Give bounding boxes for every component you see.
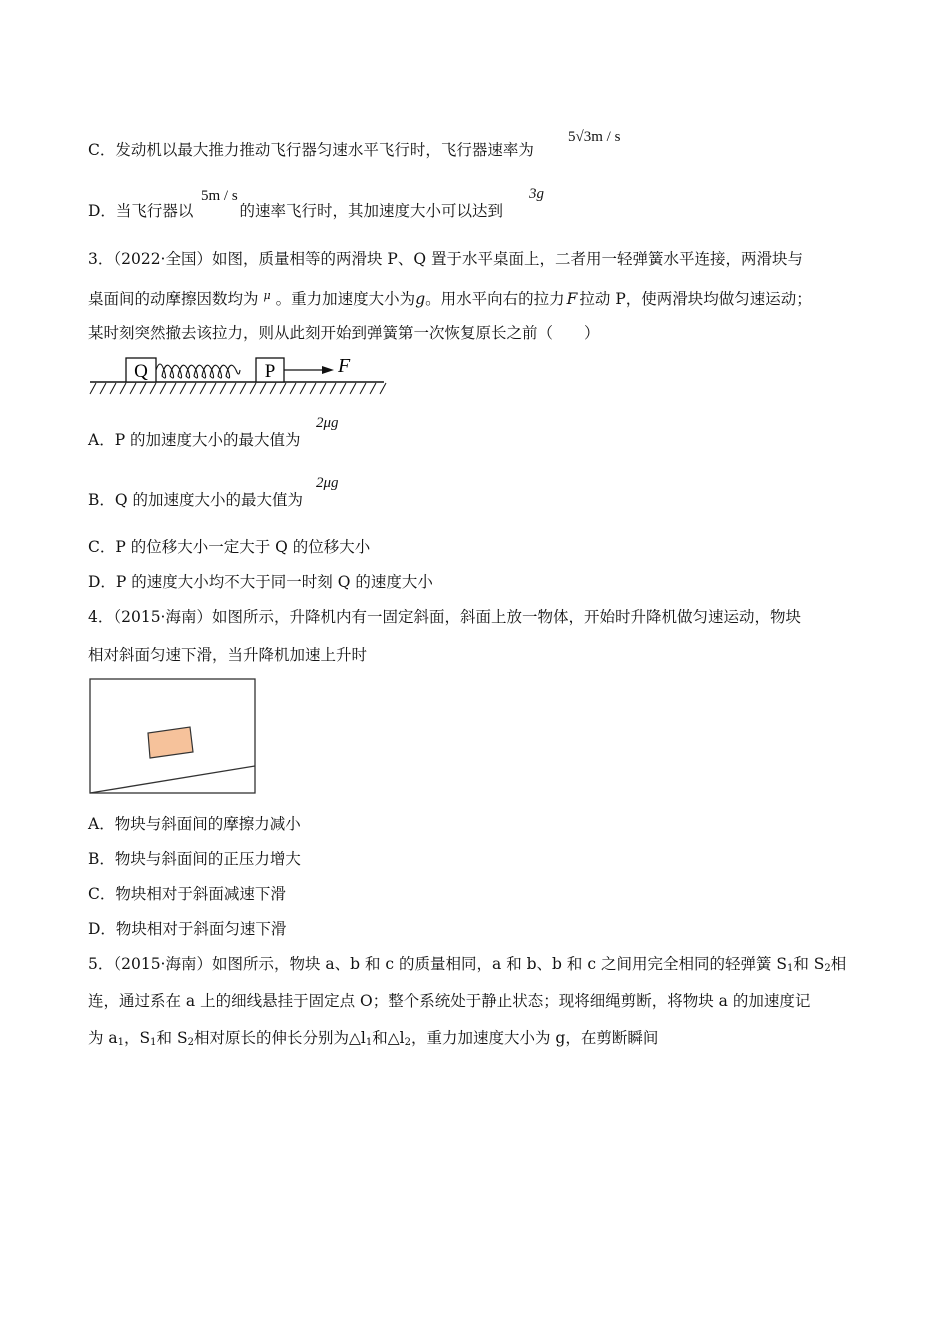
q5-line1-a: 5．（2015·海南）如图所示，物块 a、b 和 c 的质量相同，a 和 b、b 和 c 之间用完全相同的轻弹簧 S [88, 955, 787, 973]
q5-line1-c: 相 [830, 955, 847, 973]
q2-option-d-math2: 3g [529, 186, 544, 202]
q4-option-d: D．物块相对于斜面匀速下滑 [88, 920, 287, 938]
q3-force-label: F [338, 355, 351, 377]
q3-line3: 某时刻突然撤去该拉力，则从此刻开始到弹簧第一次恢复原长之前（ ） [88, 324, 600, 342]
q3-option-a-math: 2μg [316, 415, 339, 431]
q3-spring-figure [88, 352, 388, 400]
q3-block-p-label: P [264, 361, 276, 382]
q3-mu-symbol: μ [263, 289, 271, 302]
q4-line2: 相对斜面匀速下滑，当升降机加速上升时 [88, 646, 368, 664]
q5-line3 [88, 1028, 658, 1053]
q5-line2: 连，通过系在 a 上的细线悬挂于固定点 O；整个系统处于静止状态；现将细绳剪断，将物块 a 的加速度记 [88, 992, 811, 1010]
q3-spring [156, 364, 240, 378]
q3-option-b: B．Q 的加速度大小的最大值为 [88, 491, 304, 509]
q5-line3-b: ，S [124, 1029, 151, 1047]
q3-arrow-head-icon [322, 366, 334, 374]
q2-option-d-text-before: D．当飞行器以 [88, 202, 194, 220]
q5-line3-d: 相对原长的伸长分别为△l [193, 1029, 366, 1047]
q4-block [148, 727, 193, 758]
q3-option-b-math: 2μg [316, 475, 339, 491]
q5-sub2: 2 [824, 963, 831, 974]
q5-line3-a: 为 a [88, 1029, 118, 1047]
q3-line2 [88, 286, 812, 309]
q4-line1: 4．（2015·海南）如图所示，升降机内有一固定斜面，斜面上放一物体，开始时升降机做匀速运动，物块 [88, 608, 801, 626]
q4-option-b: B．物块与斜面间的正压力增大 [88, 850, 301, 868]
q5-line1-b: 和 S [793, 955, 825, 973]
q2-option-c-math: 5√3m / s [568, 129, 621, 145]
q3-block-q-label: Q [134, 361, 148, 382]
q5-line3-c: 和 S [156, 1029, 188, 1047]
q5-line3-e: 和△l [372, 1029, 405, 1047]
q2-option-d-text-after: 的速率飞行时，其加速度大小可以达到 [239, 202, 503, 220]
q3-line2-b: 。重力加速度大小为 [275, 290, 416, 308]
q3-g-symbol: g [415, 290, 426, 308]
q5-line3-sub-b: 1 [150, 1037, 157, 1048]
q3-F-symbol: F [566, 290, 578, 308]
q5-line3-sub-d: 1 [365, 1037, 373, 1048]
q4-elevator-figure [89, 678, 257, 796]
q3-option-c: C．P 的位移大小一定大于 Q 的位移大小 [88, 538, 371, 556]
q3-option-d: D．P 的速度大小均不大于同一时刻 Q 的速度大小 [88, 573, 433, 591]
q2-option-c-text: C．发动机以最大推力推动飞行器匀速水平飞行时，飞行器速率为 [88, 141, 534, 159]
q3-option-a: A．P 的加速度大小的最大值为 [88, 431, 301, 449]
q3-line2-d: 拉动 P，使两滑块均做匀速运动； [579, 290, 812, 308]
q5-sub1: 1 [787, 963, 794, 974]
q3-line2-a: 桌面间的动摩擦因数均为 [88, 290, 259, 308]
q3-line2-c: 。用水平向右的拉力 [425, 290, 565, 308]
q3-line1: 3．（2022·全国）如图，质量相等的两滑块 P、Q 置于水平桌面上，二者用一轻弹簧水平连接，两滑块与 [88, 250, 803, 268]
q5-line3-sub-a: 1 [117, 1037, 125, 1048]
q5-line3-sub-e: 2 [404, 1037, 411, 1048]
q2-option-d-math1: 5m / s [201, 188, 238, 204]
q4-option-c: C．物块相对于斜面减速下滑 [88, 885, 286, 903]
q5-line3-sub-c: 2 [187, 1037, 194, 1048]
q5-line1 [88, 954, 846, 979]
q2-option-c [88, 140, 534, 160]
q4-option-a: A．物块与斜面间的摩擦力减小 [88, 815, 301, 833]
q2-option-d [88, 201, 503, 221]
q5-line3-f: ，重力加速度大小为 g，在剪断瞬间 [411, 1029, 659, 1047]
